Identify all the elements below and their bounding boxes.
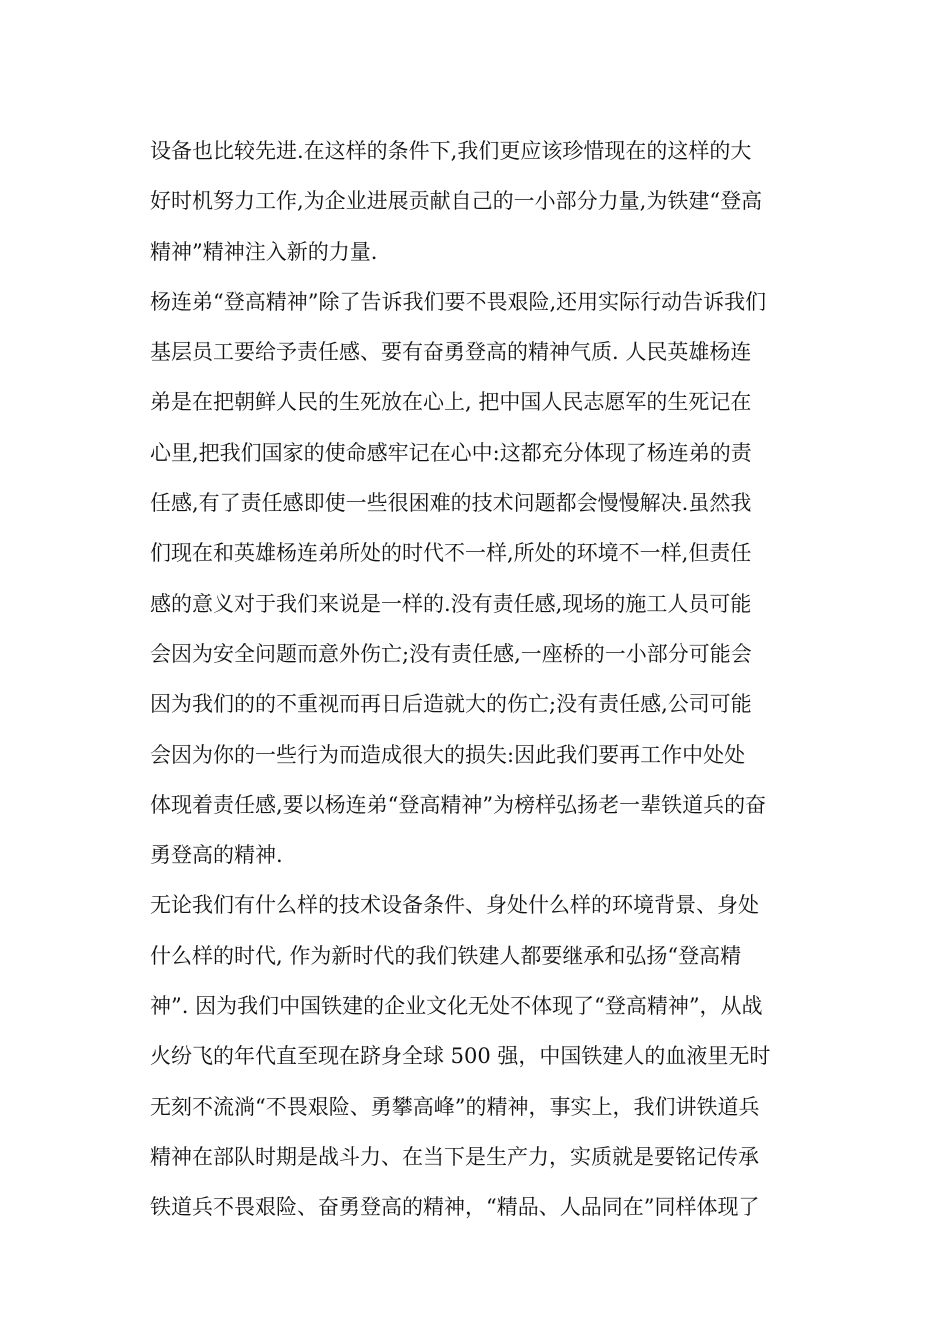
text-line: 精神在部队时期是战斗力、在当下是生产力，实质就是要铭记传承 <box>150 1144 759 1169</box>
text-line: 设备也比较先进.在这样的条件下,我们更应该珍惜现在的这样的大 <box>150 139 752 163</box>
document-body <box>150 126 810 1233</box>
text-line: 体现着责任感,要以杨连弟“登高精神”为榜样弘扬老一辈铁道兵的奋 <box>150 792 767 817</box>
text-line: 铁道兵不畏艰险、奋勇登高的精神，“精品、人品同在”同样体现了 <box>150 1195 760 1220</box>
text-line: 任感,有了责任感即使一些很困难的技术问题都会慢慢解决.虽然我 <box>150 491 752 516</box>
text-line: 无论我们有什么样的技术设备条件、身处什么样的环境背景、身处 <box>150 893 759 918</box>
text-line: 因为我们的的不重视而再日后造就大的伤亡;没有责任感,公司可能 <box>150 692 752 717</box>
text-line: 基层员工要给予责任感、要有奋勇登高的精神气质. 人民英雄杨连 <box>150 340 752 365</box>
text-line: 弟是在把朝鲜人民的生死放在心上, 把中国人民志愿军的生死记在 <box>150 390 752 415</box>
text-line: 勇登高的精神. <box>150 843 283 868</box>
text-line: 火纷飞的年代直至现在跻身全球 500 强，中国铁建人的血液里无时 <box>150 1044 771 1069</box>
text-line: 会因为你的一些行为而造成很大的损失:因此我们要再工作中处处 <box>150 742 746 767</box>
text-line: 什么样的时代, 作为新时代的我们铁建人都要继承和弘扬“登高精 <box>150 943 742 968</box>
text-line: 杨连弟“登高精神”除了告诉我们要不畏艰险,还用实际行动告诉我们 <box>150 289 767 314</box>
text-line: 神”. 因为我们中国铁建的企业文化无处不体现了“登高精神”，从战 <box>150 994 763 1019</box>
text-line: 无刻不流淌“不畏艰险、勇攀高峰”的精神，事实上，我们讲铁道兵 <box>150 1094 760 1119</box>
text-line: 们现在和英雄杨连弟所处的时代不一样,所处的环境不一样,但责任 <box>150 541 752 566</box>
text-line: 会因为安全问题而意外伤亡;没有责任感,一座桥的一小部分可能会 <box>150 641 752 666</box>
text-line: 好时机努力工作,为企业进展贡献自己的一小部分力量,为铁建“登高 <box>150 189 763 214</box>
text-line: 心里,把我们国家的使命感牢记在心中:这都充分体现了杨连弟的责 <box>150 440 752 465</box>
text-line: 感的意义对于我们来说是一样的.没有责任感,现场的施工人员可能 <box>150 591 752 616</box>
text-line: 精神”精神注入新的力量. <box>150 239 378 264</box>
